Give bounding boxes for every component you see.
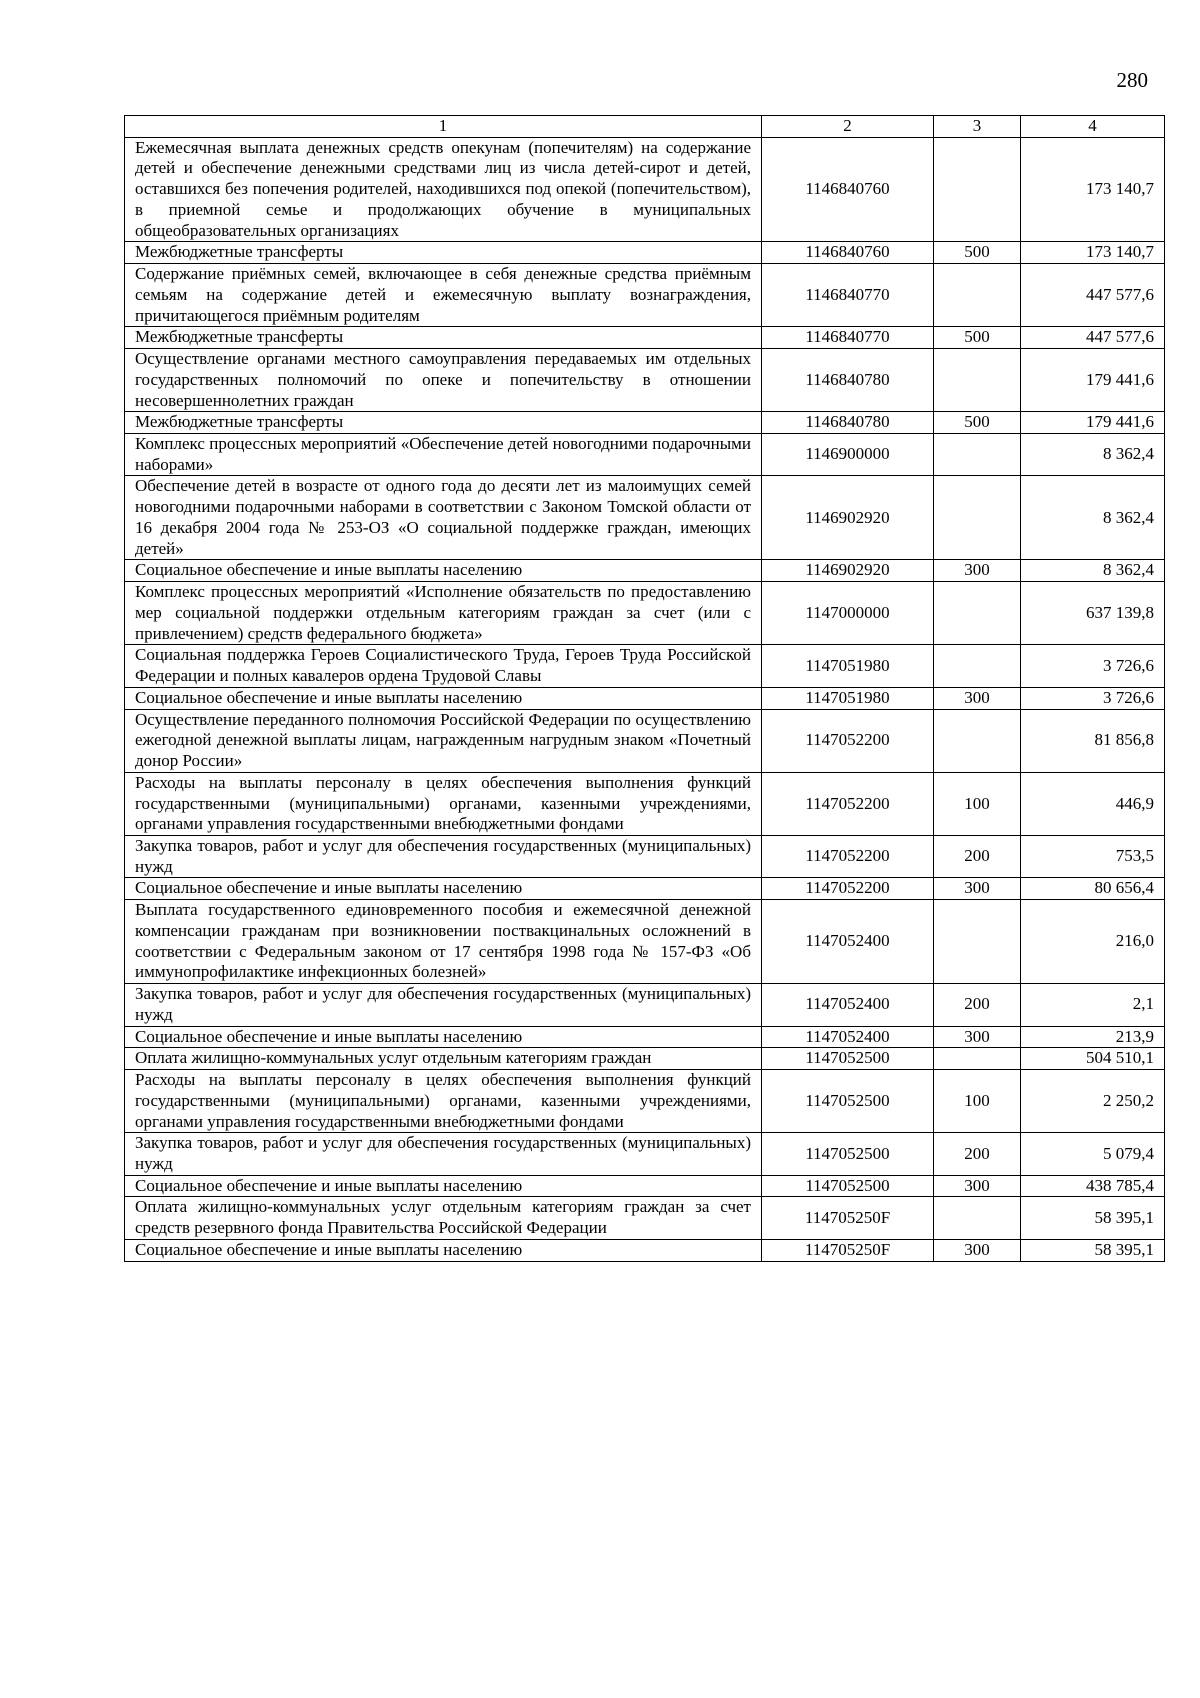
table-row: [125, 709, 1165, 772]
expense-name-cell: Расходы на выплаты персоналу в целях обеспечения выполнения функций государственными (муниципальными) органами, казенными учреждениями, органами управления государственными внебюджетными фондами: [125, 772, 762, 835]
expense-type-cell: [934, 1048, 1021, 1070]
expense-type-cell: 200: [934, 984, 1021, 1026]
amount-cell: 447 577,6: [1021, 327, 1165, 349]
expense-name-cell: Социальное обеспечение и иные выплаты населению: [125, 878, 762, 900]
amount-cell: 58 395,1: [1021, 1239, 1165, 1261]
target-code-cell: 1147051980: [762, 645, 934, 687]
target-code-cell: 1146840760: [762, 242, 934, 264]
expense-name-cell: Обеспечение детей в возрасте от одного года до десяти лет из малоимущих семей новогодними подарочными наборами в соответствии с Законом Томской области от 16 декабря 2004 года № 253-ОЗ «О социальной поддержке граждан, имеющих детей»: [125, 476, 762, 560]
expense-name-cell: Социальная поддержка Героев Социалистического Труда, Героев Труда Российской Федерации и полных кавалеров ордена Трудовой Славы: [125, 645, 762, 687]
target-code-cell: 1146840780: [762, 349, 934, 412]
table-row: [125, 349, 1165, 412]
expense-type-cell: 100: [934, 772, 1021, 835]
target-code-cell: 1147052500: [762, 1070, 934, 1133]
table-row: [125, 434, 1165, 476]
target-code-cell: 1147052500: [762, 1048, 934, 1070]
amount-cell: 3 726,6: [1021, 645, 1165, 687]
table-row: [125, 327, 1165, 349]
amount-cell: 8 362,4: [1021, 560, 1165, 582]
expense-type-cell: [934, 900, 1021, 984]
expense-name-cell: Межбюджетные трансферты: [125, 412, 762, 434]
expense-type-cell: 300: [934, 1175, 1021, 1197]
amount-cell: 753,5: [1021, 835, 1165, 877]
expense-type-cell: [934, 1197, 1021, 1239]
expense-type-cell: 500: [934, 242, 1021, 264]
target-code-cell: 1147051980: [762, 687, 934, 709]
amount-cell: 80 656,4: [1021, 878, 1165, 900]
expense-type-cell: 200: [934, 835, 1021, 877]
expense-name-cell: Оплата жилищно-коммунальных услуг отдельным категориям граждан за счет средств резервного фонда Правительства Российской Федерации: [125, 1197, 762, 1239]
amount-cell: 8 362,4: [1021, 434, 1165, 476]
page-number: 280: [1116, 68, 1148, 92]
expense-type-cell: [934, 434, 1021, 476]
table-row: [125, 560, 1165, 582]
expense-name-cell: Социальное обеспечение и иные выплаты населению: [125, 1239, 762, 1261]
target-code-cell: 1147000000: [762, 582, 934, 645]
expense-type-cell: [934, 476, 1021, 560]
expense-type-cell: 300: [934, 1239, 1021, 1261]
amount-cell: 504 510,1: [1021, 1048, 1165, 1070]
column-header-1: 1: [125, 116, 762, 138]
target-code-cell: 114705250F: [762, 1197, 934, 1239]
amount-cell: 179 441,6: [1021, 412, 1165, 434]
target-code-cell: 1146900000: [762, 434, 934, 476]
target-code-cell: 1147052200: [762, 878, 934, 900]
table-row: [125, 582, 1165, 645]
amount-cell: 173 140,7: [1021, 242, 1165, 264]
expense-name-cell: Содержание приёмных семей, включающее в себя денежные средства приёмным семьям на содержание детей и ежемесячную выплату вознаграждения, причитающегося приёмным родителям: [125, 264, 762, 327]
expense-name-cell: Социальное обеспечение и иные выплаты населению: [125, 687, 762, 709]
table-row: [125, 900, 1165, 984]
expense-name-cell: Выплата государственного единовременного пособия и ежемесячной денежной компенсации гражданам при возникновении поствакцинальных осложнений в соответствии с Федеральным законом от 17 сентября 1998 года № 157-ФЗ «Об иммунопрофилактике инфекционных болезней»: [125, 900, 762, 984]
expense-name-cell: Социальное обеспечение и иные выплаты населению: [125, 560, 762, 582]
expense-name-cell: Ежемесячная выплата денежных средств опекунам (попечителям) на содержание детей и обеспечение денежными средствами лиц из числа детей-сирот и детей, оставшихся без попечения родителей, находившихся под опекой (попечительством), в приемной семье и продолжающих обучение в муниципальных общеобразовательных организациях: [125, 137, 762, 242]
amount-cell: 2 250,2: [1021, 1070, 1165, 1133]
amount-cell: 213,9: [1021, 1026, 1165, 1048]
amount-cell: 438 785,4: [1021, 1175, 1165, 1197]
amount-cell: 58 395,1: [1021, 1197, 1165, 1239]
target-code-cell: 1146840770: [762, 327, 934, 349]
expense-name-cell: Межбюджетные трансферты: [125, 242, 762, 264]
target-code-cell: 1146902920: [762, 476, 934, 560]
table-row: [125, 645, 1165, 687]
expense-name-cell: Межбюджетные трансферты: [125, 327, 762, 349]
amount-cell: 81 856,8: [1021, 709, 1165, 772]
amount-cell: 3 726,6: [1021, 687, 1165, 709]
target-code-cell: 1147052400: [762, 984, 934, 1026]
amount-cell: 216,0: [1021, 900, 1165, 984]
table-row: [125, 137, 1165, 242]
target-code-cell: 1147052200: [762, 709, 934, 772]
table-row: [125, 878, 1165, 900]
table-row: [125, 984, 1165, 1026]
amount-cell: 179 441,6: [1021, 349, 1165, 412]
target-code-cell: 1147052500: [762, 1175, 934, 1197]
amount-cell: 8 362,4: [1021, 476, 1165, 560]
table-row: [125, 264, 1165, 327]
expense-type-cell: [934, 264, 1021, 327]
expense-type-cell: 300: [934, 687, 1021, 709]
column-header-4: 4: [1021, 116, 1165, 138]
target-code-cell: 1147052400: [762, 900, 934, 984]
target-code-cell: 1147052200: [762, 772, 934, 835]
table-row: [125, 1026, 1165, 1048]
expense-type-cell: [934, 349, 1021, 412]
expense-name-cell: Закупка товаров, работ и услуг для обеспечения государственных (муниципальных) нужд: [125, 835, 762, 877]
table-row: [125, 412, 1165, 434]
budget-table-body: [125, 116, 1165, 1262]
expense-type-cell: 500: [934, 412, 1021, 434]
target-code-cell: 1146902920: [762, 560, 934, 582]
expense-name-cell: Социальное обеспечение и иные выплаты населению: [125, 1175, 762, 1197]
expense-name-cell: Комплекс процессных мероприятий «Обеспечение детей новогодними подарочными наборами»: [125, 434, 762, 476]
table-row: [125, 1239, 1165, 1261]
amount-cell: 447 577,6: [1021, 264, 1165, 327]
table-header-row: [125, 116, 1165, 138]
expense-name-cell: Закупка товаров, работ и услуг для обеспечения государственных (муниципальных) нужд: [125, 1133, 762, 1175]
expense-type-cell: [934, 709, 1021, 772]
expense-type-cell: [934, 137, 1021, 242]
expense-type-cell: 200: [934, 1133, 1021, 1175]
expense-type-cell: 300: [934, 560, 1021, 582]
expense-name-cell: Расходы на выплаты персоналу в целях обеспечения выполнения функций государственными (муниципальными) органами, казенными учреждениями, органами управления государственными внебюджетными фондами: [125, 1070, 762, 1133]
budget-table: [124, 115, 1165, 1262]
table-row: [125, 772, 1165, 835]
expense-type-cell: [934, 582, 1021, 645]
target-code-cell: 114705250F: [762, 1239, 934, 1261]
expense-name-cell: Осуществление органами местного самоуправления передаваемых им отдельных государственных полномочий по опеке и попечительству в отношении несовершеннолетних граждан: [125, 349, 762, 412]
target-code-cell: 1147052500: [762, 1133, 934, 1175]
expense-name-cell: Комплекс процессных мероприятий «Исполнение обязательств по предоставлению мер социальной поддержки отдельным категориям граждан за счет (или с привлечением) средств федерального бюджета»: [125, 582, 762, 645]
expense-name-cell: Социальное обеспечение и иные выплаты населению: [125, 1026, 762, 1048]
column-header-2: 2: [762, 116, 934, 138]
target-code-cell: 1146840760: [762, 137, 934, 242]
expense-name-cell: Оплата жилищно-коммунальных услуг отдельным категориям граждан: [125, 1048, 762, 1070]
table-row: [125, 1133, 1165, 1175]
table-row: [125, 835, 1165, 877]
table-row: [125, 1197, 1165, 1239]
amount-cell: 446,9: [1021, 772, 1165, 835]
target-code-cell: 1147052200: [762, 835, 934, 877]
table-row: [125, 1070, 1165, 1133]
column-header-3: 3: [934, 116, 1021, 138]
target-code-cell: 1146840780: [762, 412, 934, 434]
target-code-cell: 1146840770: [762, 264, 934, 327]
expense-type-cell: 300: [934, 878, 1021, 900]
expense-name-cell: Осуществление переданного полномочия Российской Федерации по осуществлению ежегодной денежной выплаты лицам, награжденным нагрудным знаком «Почетный донор России»: [125, 709, 762, 772]
amount-cell: 5 079,4: [1021, 1133, 1165, 1175]
amount-cell: 2,1: [1021, 984, 1165, 1026]
table-row: [125, 476, 1165, 560]
table-row: [125, 1048, 1165, 1070]
expense-type-cell: [934, 645, 1021, 687]
amount-cell: 173 140,7: [1021, 137, 1165, 242]
expense-type-cell: 300: [934, 1026, 1021, 1048]
table-row: [125, 242, 1165, 264]
target-code-cell: 1147052400: [762, 1026, 934, 1048]
expense-type-cell: 100: [934, 1070, 1021, 1133]
table-row: [125, 1175, 1165, 1197]
amount-cell: 637 139,8: [1021, 582, 1165, 645]
expense-type-cell: 500: [934, 327, 1021, 349]
expense-name-cell: Закупка товаров, работ и услуг для обеспечения государственных (муниципальных) нужд: [125, 984, 762, 1026]
table-row: [125, 687, 1165, 709]
